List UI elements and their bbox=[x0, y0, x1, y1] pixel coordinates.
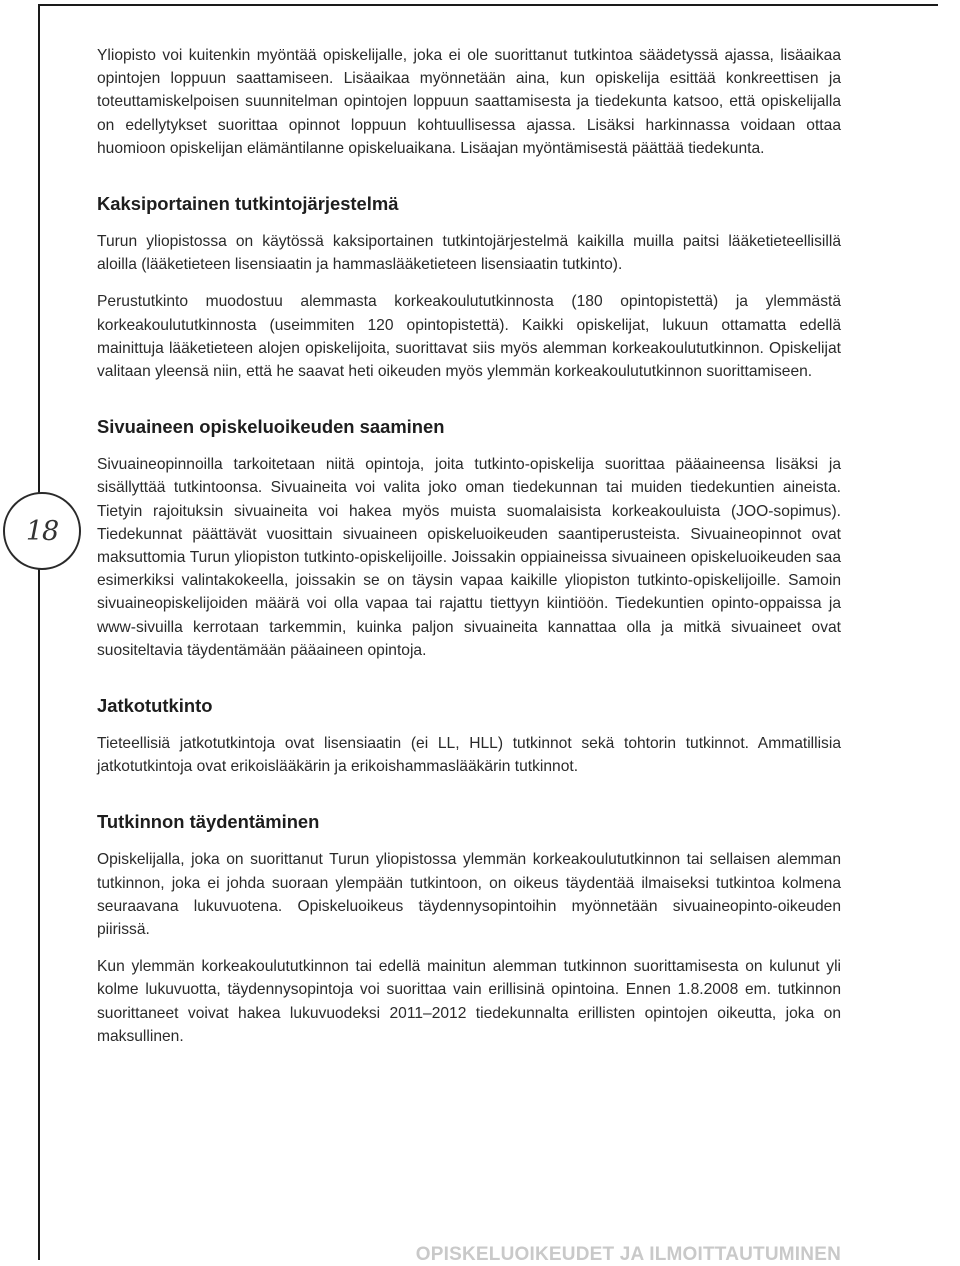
kaksiportainen-paragraph-1: Turun yliopistossa on käytössä kaksiportainen tutkintojärjestelmä kaikilla muilla paitsi lääketieteellisillä aloilla (lääketieteen lisensiaatin ja hammaslääketieteen lisensiaatin tutkinto). bbox=[97, 233, 841, 274]
taydentaminen-paragraph-1: Opiskelijalla, joka on suorittanut Turun yliopistossa ylemmän korkeakoulututkinnon tai sellaisen alemman tutkinnon, joka ei johda suoraan ylempään tutkintoon, on oikeus täydentää ilmaiseksi tutkintoa kolmena seuraavana lukuvuotena. Opiskeluoikeus täydennysopintoihin myönnetään sivuaineopinto-oikeuden piirissä. bbox=[97, 851, 841, 939]
heading-kaksiportainen: Kaksiportainen tutkintojärjestelmä bbox=[97, 193, 399, 215]
kaksiportainen-paragraph-2: Perustutkinto muodostuu alemmasta korkeakoulututkinnosta (180 opintopistettä) ja ylemmästä korkeakoulututkinnosta (useimmiten 120 opintopistettä). Kaikki opiskelijat, lukuun ottamatta edellä mainittuja lääketieteen alojen opiskelijoita, suorittavat siis myös alemman korkeakoulututkinnon. Opiskelijat valitaan yleensä niin, että he saavat heti oikeuden myös ylemmän korkeakoulututkinnon suorittamiseen. bbox=[97, 293, 841, 381]
heading-jatkotutkinto: Jatkotutkinto bbox=[97, 695, 213, 717]
intro-paragraph: Yliopisto voi kuitenkin myöntää opiskelijalle, joka ei ole suorittanut tutkintoa säädetyssä ajassa, lisäaikaa opintojen loppuun saattamiseen. Lisäaikaa myönnetään aina, kun opiskelija esittää konkreettisen ja toteuttamiskelpoisen suunnitelman opintojen loppuun saattamisesta ja tiedekunta katsoo, että opiskelijalla on edellytykset suorittaa opinnot loppuun kohtuullisessa ajassa. Lisäksi harkinnassa voidaan ottaa huomioon opiskelijan elämäntilanne opiskeluaikana. Lisäajan myöntämisestä päättää tiedekunta. bbox=[97, 47, 841, 157]
page-number-badge bbox=[3, 492, 81, 570]
page-frame-top-rule bbox=[38, 4, 938, 6]
taydentaminen-paragraph-2: Kun ylemmän korkeakoulututkinnon tai edellä mainitun alemman tutkinnon suorittamisesta on kulunut yli kolme lukuvuotta, täydennysopintoja voi suorittaa vain erillisinä opintoina. Ennen 1.8.2008 em. tutkinnon suorittaneet voivat hakea lukuvuodeksi 2011–2012 tiedekunnalta erillisten opintojen oikeutta, joka on maksullinen. bbox=[97, 958, 841, 1045]
footer-section-title: OPISKELUOIKEUDET JA ILMOITTAUTUMINEN bbox=[415, 1244, 841, 1265]
jatkotutkinto-paragraph: Tieteellisiä jatkotutkintoja ovat lisensiaatin (ei LL, HLL) tutkinnot sekä tohtorin tutkinnot. Ammatillisia jatkotutkintoja ovat erikoislääkärin ja erikoishammaslääkärin tutkinnot. bbox=[97, 735, 841, 776]
document-body bbox=[97, 44, 841, 1048]
page-number: 18 bbox=[25, 515, 59, 547]
page-frame-left-rule bbox=[38, 4, 40, 1260]
heading-sivuaine: Sivuaineen opiskeluoikeuden saaminen bbox=[97, 416, 445, 438]
heading-taydentaminen: Tutkinnon täydentäminen bbox=[97, 811, 320, 833]
sivuaine-paragraph: Sivuaineopinnoilla tarkoitetaan niitä opintoja, joita tutkinto-opiskelija suorittaa pääaineensa lisäksi ja sisällyttää tutkintoonsa. Sivuaineita voi valita joko oman tiedekunnan tai muiden tiedekuntien aineista. Tietyin rajoituksin sivuaineita voi hakea myös muista suomalaisista korkeakouluista (JOO-sopimus). Tiedekunnat päättävät vuosittain sivuaineen opiskeluoikeuden saantiperusteista. Sivuaineopinnot ovat maksuttomia Turun yliopiston tutkinto-opiskelijoille. Joissakin oppiaineissa sivuaineen opiskeluoikeuden saa esimerkiksi valintakokeella, joissakin se on täysin vapaa kaikille yliopiston tutkinto-opiskelijoille. Samoin sivuaineopiskelijoiden määrä voi olla vapaa tai rajattu tiettyyn kiintiöön. Tiedekuntien opinto-oppaissa ja www-sivuilla kerrotaan tarkemmin, kuinka paljon sivuaineita kannattaa olla ja mitkä sivuaineet ovat suositeltavia täydentämään pääaineen opintoja. bbox=[97, 456, 841, 659]
